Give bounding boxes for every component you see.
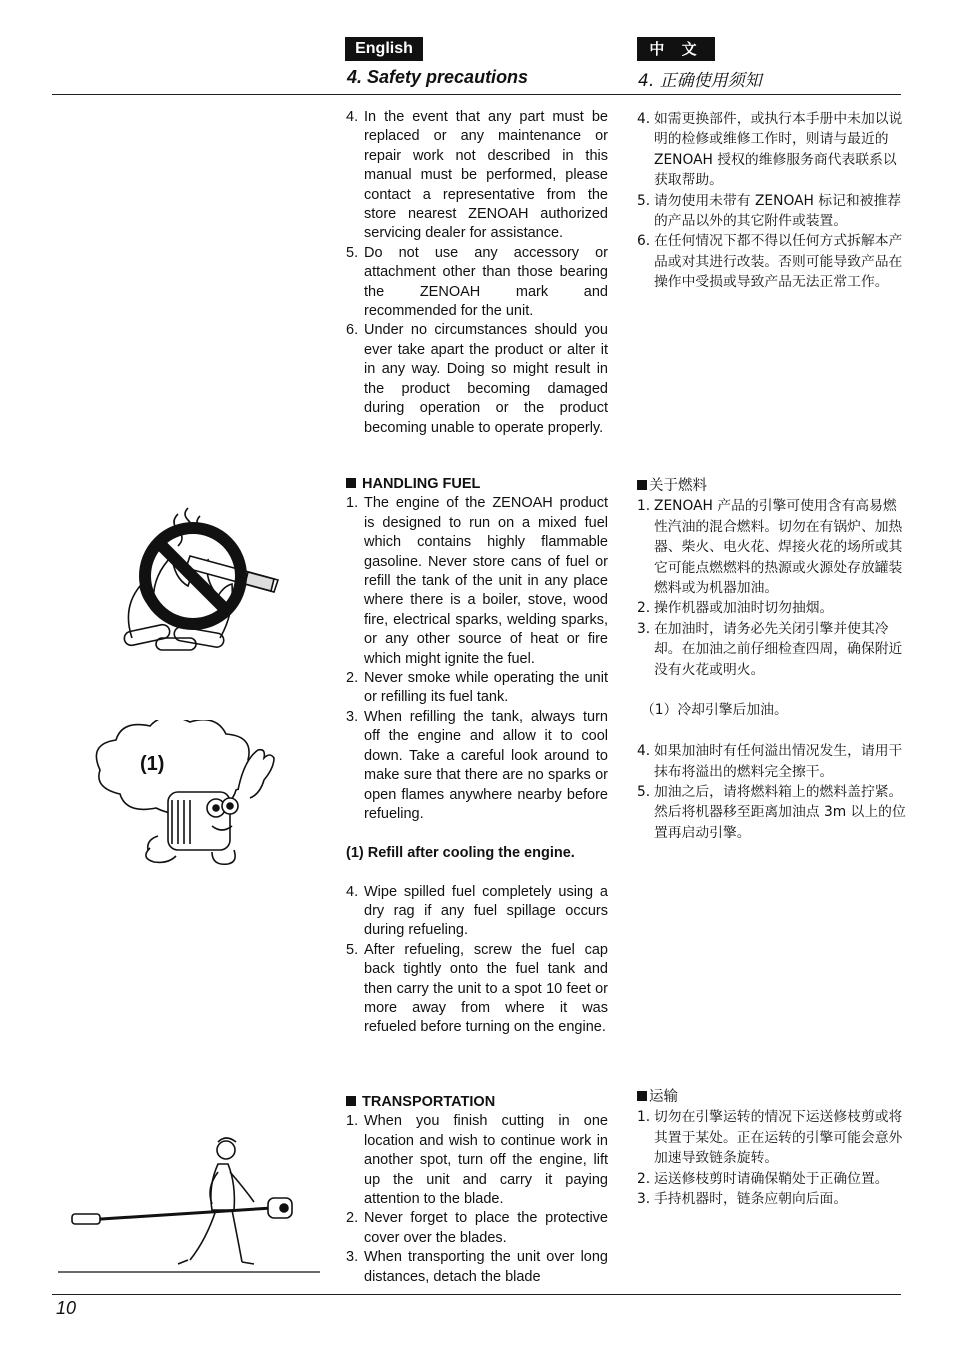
list-item: 4. 如果加油时有任何溢出情况发生，请用干抹布将溢出的燃料完全擦干。: [637, 743, 903, 780]
list-item: 5. 请勿使用未带有 ZENOAH 标记和被推荐的产品以外的其它附件或装置。: [637, 192, 902, 230]
list-item: 3. When transporting the unit over long distances, detach the blade: [346, 1249, 608, 1285]
chinese-transport-section: [637, 1087, 907, 1209]
list-item: 2. Never smoke while operating the unit or refilling its fuel tank.: [346, 670, 608, 706]
square-bullet-icon: [637, 1091, 647, 1101]
section-title-chinese: 4. 正确使用须知: [638, 71, 762, 91]
no-fire-no-smoking-illustration: [108, 500, 288, 660]
list-item: 3. 在加油时，请务必先关闭引擎并使其冷却。在加油之前仔细检查四周，确保附近没有火花或明火。: [637, 620, 903, 678]
list-item: 2. Never forget to place the protective cover over the blades.: [346, 1210, 608, 1246]
transportation-illustration: [58, 1132, 320, 1280]
list-item: 1. When you finish cutting in one location and wish to continue work in another spot, turn off the engine, lift up the unit and carry it paying attention to the blade.: [346, 1113, 608, 1208]
language-tag-english: English: [345, 37, 423, 61]
list-item: 6. Under no circumstances should you ever take apart the product or alter it in any way. Doing so might result in the product becoming damaged during operation or the product becoming unable to operate properly.: [346, 322, 608, 436]
list-item: 4. In the event that any part must be replaced or any maintenance or repair work not described in this manual must be performed, please contact a representative from the store nearest ZENOAH authorized servicing dealer for assistance.: [346, 109, 608, 242]
english-transport-section: [346, 1093, 608, 1287]
english-fuel-section: [346, 475, 608, 1038]
section-title-english: 4. Safety precautions: [347, 67, 529, 87]
list-item: 5. After refueling, screw the fuel cap back tightly onto the fuel tank and then carry the unit to a spot 10 feet or more away from where it was refueled before turning on the engine.: [346, 941, 608, 1036]
square-bullet-icon: [346, 1096, 356, 1106]
language-tag-chinese: 中 文: [637, 37, 715, 61]
english-general-list: [346, 108, 608, 438]
section-heading: 关于燃料: [637, 476, 907, 496]
list-item: 4. Wipe spilled fuel completely using a dry rag if any fuel spillage occurs during refueling.: [346, 883, 608, 939]
list-item: 5. 加油之后，请将燃料箱上的燃料盖拧紧。然后将机器移至距离加油点 3m 以上的位置再启动引擎。: [637, 784, 906, 841]
header-rule: [52, 94, 901, 95]
list-item: 6. 在任何情况下都不得以任何方式拆解本产品或对其进行改装。否则可能导致产品在操作中受损或导致产品无法正常工作。: [637, 233, 903, 291]
footer-rule: [52, 1294, 901, 1295]
list-item: 1. 切勿在引擎运转的情况下运送修枝剪或将其置于某处。正在运转的引擎可能会意外加速导致链条旋转。: [637, 1109, 903, 1167]
square-bullet-icon: [346, 478, 356, 488]
list-item: 1. The engine of the ZENOAH product is designed to run on a mixed fuel which contains highly flammable gasoline. Never store cans of fuel or refill the tank of the unit in any place where there is a boiler, stove, wood fire, electrical sparks, welding sparks, or any other source of heat or fire which might ignite the fuel.: [346, 495, 608, 667]
section-heading: 运输: [637, 1087, 907, 1107]
list-item: 5. Do not use any accessory or attachment other than those bearing the ZENOAH mark and recommended for the unit.: [346, 244, 608, 320]
section-heading: HANDLING FUEL: [346, 475, 608, 494]
figure-caption: （1）冷却引擎后加油。: [641, 702, 788, 719]
section-heading: TRANSPORTATION: [346, 1093, 608, 1112]
list-item: 2. 操作机器或加油时切勿抽烟。: [637, 600, 834, 617]
list-item: 3. 手持机器时，链条应朝向后面。: [637, 1191, 848, 1208]
chinese-fuel-section: [637, 476, 907, 843]
figure-label: (1): [140, 753, 165, 775]
page-number: 10: [56, 1298, 77, 1318]
list-item: 1. ZENOAH 产品的引擎可使用含有高易燃性汽油的混合燃料。切勿在有锅炉、加热器、柴火、电火花、焊接火花的场所或其它可能点燃燃料的热源或火源处存放罐装燃料或为机器加油。: [637, 498, 903, 597]
refuel-after-cooling-illustration: [88, 720, 278, 880]
list-item: 4. 如需更换部件，或执行本手册中未加以说明的检修或维修工作时，则请与最近的 ZENOAH 授权的维修服务商代表联系以获取帮助。: [637, 111, 903, 189]
figure-caption: (1) Refill after cooling the engine.: [346, 844, 575, 861]
list-item: 2. 运送修枝剪时请确保鞘处于正确位置。: [637, 1170, 889, 1187]
chinese-general-list: [637, 109, 907, 293]
list-item: 3. When refilling the tank, always turn off the engine and allow it to cool down. Take a careful look around to make sure that there are no sparks or open flames anywhere nearby before refueling.: [346, 708, 608, 822]
square-bullet-icon: [637, 480, 647, 490]
